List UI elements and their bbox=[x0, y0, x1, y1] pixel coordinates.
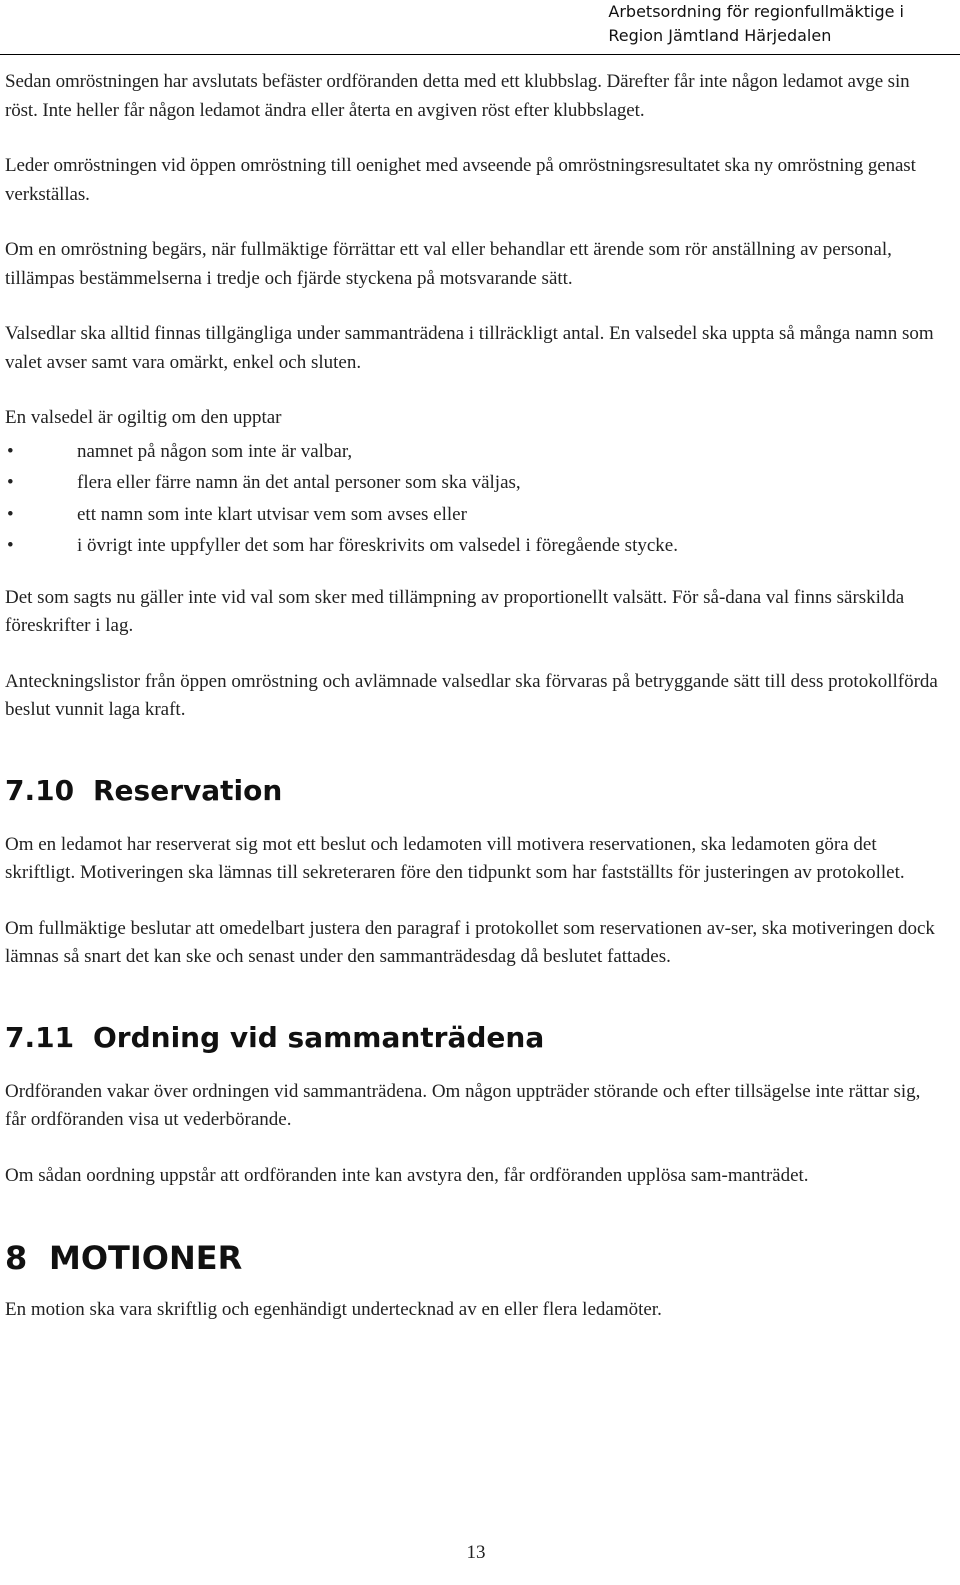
document-body bbox=[5, 68, 940, 1352]
paragraph-dissolve-meeting: Om sådan oordning uppstår att ordföranden inte kan avstyra den, får ordföranden upplösa sam-manträdet. bbox=[5, 1164, 809, 1186]
heading-order bbox=[5, 1020, 940, 1056]
header-line-2: Region Jämtland Härjedalen bbox=[608, 26, 832, 45]
paragraph-chair-order: Ordföranden vakar över ordningen vid sammanträdena. Om någon uppträder störande och efter tillsägelse inte rättar sig, får ordföranden visa ut vederbörande. bbox=[5, 1080, 921, 1130]
heading-number: 7.10 bbox=[5, 773, 75, 807]
heading-title: MOTIONER bbox=[49, 1239, 243, 1277]
paragraph-motion-written: En motion ska vara skriftlig och egenhändigt undertecknad av en eller flera ledamöter. bbox=[5, 1299, 662, 1320]
list-item: • flera eller färre namn än det antal personer som ska väljas, bbox=[5, 467, 940, 499]
heading-title: Reservation bbox=[93, 773, 283, 807]
paragraph-storage: Anteckningslistor från öppen omröstning och avlämnade valsedlar ska förvaras på betryggande sätt till dess protokollförda beslut vunnit laga kraft. bbox=[5, 670, 938, 720]
list-item: • ett namn som inte klart utvisar vem som avses eller bbox=[5, 499, 940, 531]
paragraph-ballots-available: Valsedlar ska alltid finnas tillgängliga under sammanträdena i tillräckligt antal. En valsedel ska uppta så många namn som valet avser samt vara omärkt, enkel och sluten. bbox=[5, 323, 934, 373]
invalid-ballot-list bbox=[5, 436, 940, 562]
paragraph-clubbing: Sedan omröstningen har avslutats befäster ordföranden detta med ett klubbslag. Därefter får inte någon ledamot avge sin röst. Inte heller får någon ledamot ändra eller återta en avgiven röst efter klubbslaget. bbox=[5, 71, 910, 121]
heading-title: Ordning vid sammanträdena bbox=[93, 1020, 545, 1054]
running-header bbox=[608, 0, 904, 48]
paragraph-proportional: Det som sagts nu gäller inte vid val som sker med tillämpning av proportionellt valsätt. För så-dana val finns särskilda föreskrifter i lag. bbox=[5, 586, 905, 636]
list-item: • namnet på någon som inte är valbar, bbox=[5, 436, 940, 468]
header-rule bbox=[0, 54, 960, 55]
header-line-1: Arbetsordning för regionfullmäktige i bbox=[608, 2, 904, 21]
paragraph-personnel-vote: Om en omröstning begärs, när fullmäktige förrättar ett val eller behandlar ett ärende som rör anställning av personal, tillämpas bestämmelserna i tredje och fjärde styckena på motsvarande sätt. bbox=[5, 239, 892, 289]
paragraph-new-vote: Leder omröstningen vid öppen omröstning till oenighet med avseende på omröstningsresultatet ska ny omröstning genast verkställas. bbox=[5, 155, 916, 205]
bullet-icon: • bbox=[7, 472, 14, 493]
heading-reservation bbox=[5, 773, 940, 809]
list-item: • i övrigt inte uppfyller det som har föreskrivits om valsedel i föregående stycke. bbox=[5, 530, 940, 562]
paragraph-immediate-adjustment: Om fullmäktige beslutar att omedelbart justera den paragraf i protokollet som reservationen av-ser, ska motiveringen dock lämnas så snart det kan ske och senast under den sammanträdesdag då beslutet fattades. bbox=[5, 917, 935, 967]
heading-number: 7.11 bbox=[5, 1020, 75, 1054]
page-number: 13 bbox=[466, 1542, 486, 1563]
heading-number: 8 bbox=[5, 1239, 28, 1277]
bullet-icon: • bbox=[7, 503, 14, 525]
paragraph-invalid-ballot-intro: En valsedel är ogiltig om den upptar bbox=[5, 407, 282, 428]
heading-motions bbox=[5, 1238, 940, 1278]
bullet-icon: • bbox=[7, 535, 14, 556]
paragraph-reservation-motivation: Om en ledamot har reserverat sig mot ett beslut och ledamoten vill motivera reservationen, ska ledamoten göra det skriftligt. Motiveringen ska lämnas till sekreteraren före den tidpunkt som har fastställts för justeringen av protokollet. bbox=[5, 833, 905, 883]
bullet-icon: • bbox=[7, 440, 14, 462]
